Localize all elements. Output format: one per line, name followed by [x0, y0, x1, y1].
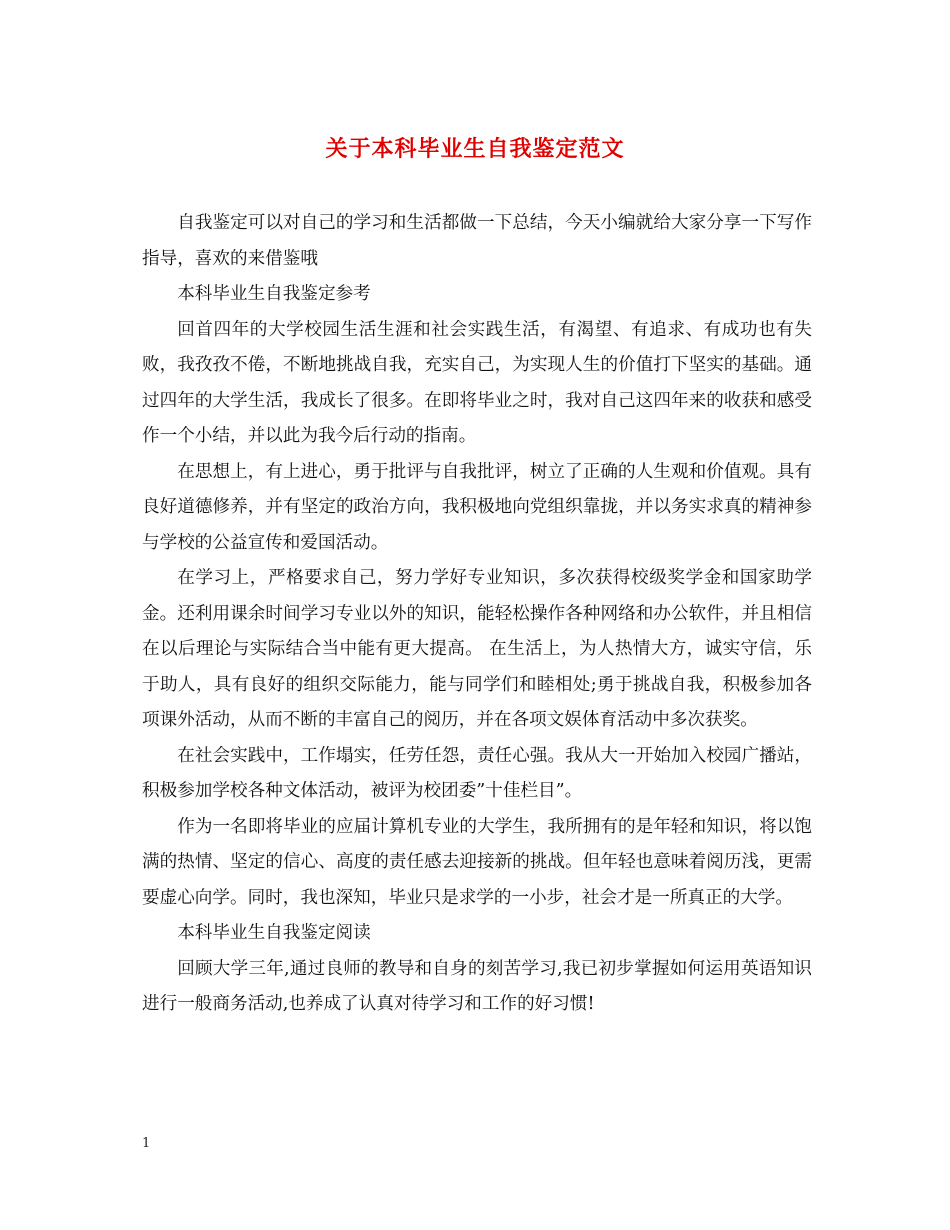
paragraph-study-life: 在学习上，严格要求自己，努力学好专业知识，多次获得校级奖学金和国家助学金。还利用课余时间学习专业以外的知识，能轻松操作各种网络和办公软件，并且相信在以后理论与实际结合当中能有更大提高。 在生活上，为人热情大方，诚实守信，乐于助人，具有良好的组织交际能力，能与同学们和睦相处;勇于挑战自我，积极参加各项课外活动，从而不断的丰富自己的阅历，并在各项文娱体育活动中多次获奖。: [142, 568, 812, 730]
paragraph-social-practice: 在社会实践中，工作塌实，任劳任怨，责任心强。我从大一开始加入校园广播站，积极参加学校各种文体活动，被评为校团委”十佳栏目”。: [142, 745, 812, 801]
page-number: 1: [142, 1136, 151, 1151]
section-heading-reading: 本科毕业生自我鉴定阅读: [177, 923, 371, 943]
document-title: 关于本科毕业生自我鉴定范文: [325, 136, 625, 162]
document-body: [142, 206, 812, 1023]
paragraph-review: 回首四年的大学校园生活生涯和社会实践生活，有渴望、有追求、有成功也有失败，我孜孜不倦，不断地挑战自我，充实自己，为实现人生的价值打下坚实的基础。通过四年的大学生活，我成长了很多。在即将毕业之时，我对自己这四年来的收获和感受作一个小结，并以此为我今后行动的指南。: [142, 319, 812, 446]
paragraph-three-years: 回顾大学三年,通过良师的教导和自身的刻苦学习,我已初步掌握如何运用英语知识进行一般商务活动,也养成了认真对待学习和工作的好习惯!: [142, 958, 812, 1014]
paragraph-ideology: 在思想上，有上进心，勇于批评与自我批评，树立了正确的人生观和价值观。具有良好道德修养，并有坚定的政治方向，我积极地向党组织靠拢，并以务实求真的精神参与学校的公益宣传和爱国活动。: [142, 461, 812, 553]
paragraph-graduate: 作为一名即将毕业的应届计算机专业的大学生，我所拥有的是年轻和知识，将以饱满的热情、坚定的信心、高度的责任感去迎接新的挑战。但年轻也意味着阅历浅，更需要虚心向学。同时，我也深知，毕业只是求学的一小步，社会才是一所真正的大学。: [142, 816, 812, 908]
paragraph-intro: 自我鉴定可以对自己的学习和生活都做一下总结，今天小编就给大家分享一下写作指导，喜欢的来借鉴哦: [142, 213, 812, 269]
section-heading-reference: 本科毕业生自我鉴定参考: [177, 284, 371, 304]
